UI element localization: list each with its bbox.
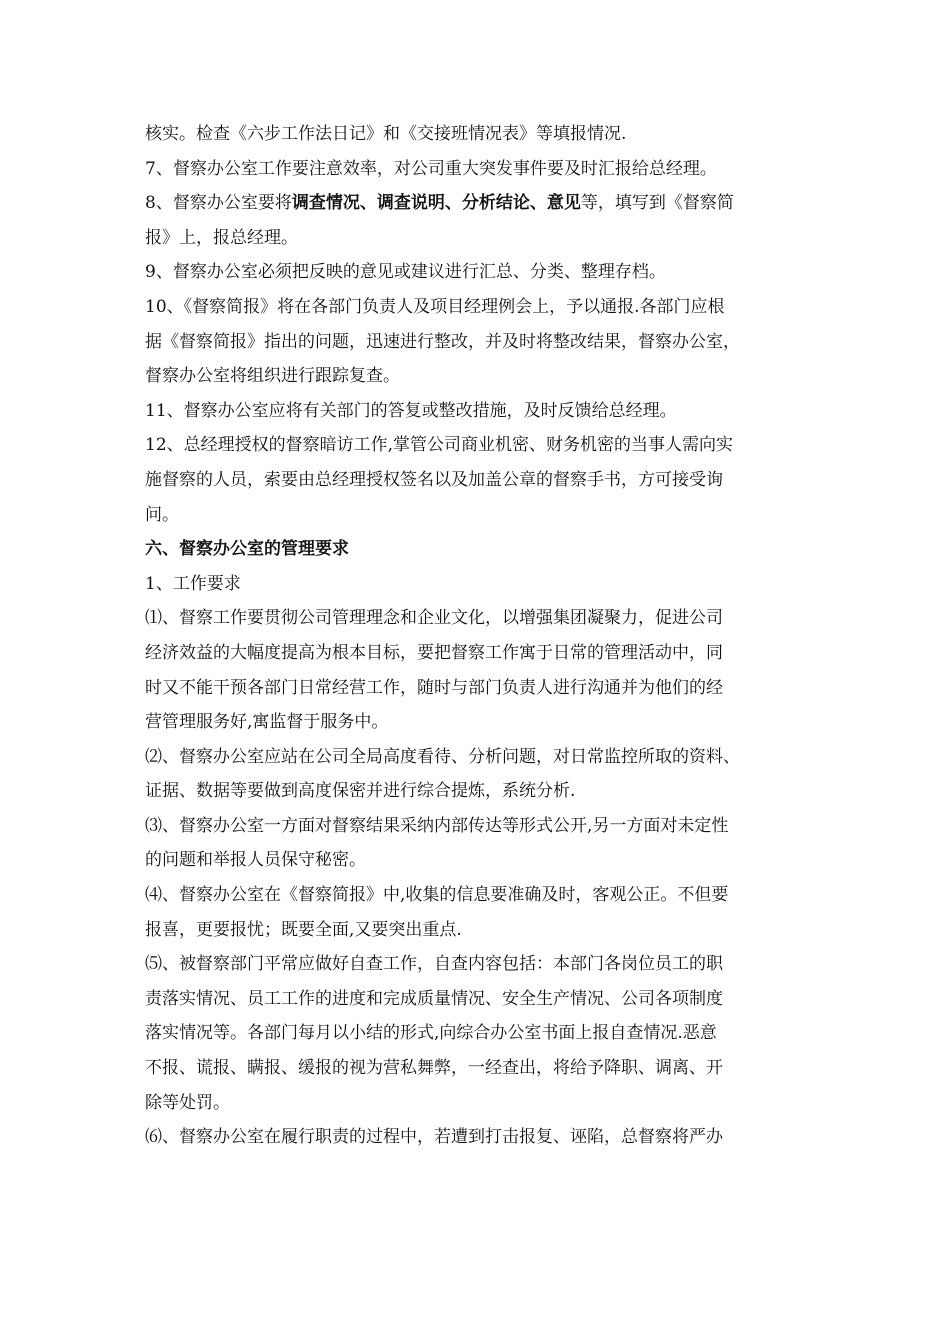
subsection-title: 1、工作要求 (145, 573, 241, 594)
text-line: 报》上，报总经理。 (145, 227, 298, 248)
text-segment: 等，填写到《督察简 (580, 193, 734, 214)
text-line: 的问题和举报人员保守秘密。 (145, 850, 366, 871)
text-line: 除等处罚。 (145, 1092, 230, 1113)
text-line: ⑴、督察工作要贯彻公司管理理念和企业文化，以增强集团凝聚力，促进公司 (145, 608, 723, 629)
text-line: ⑸、被督察部门平常应做好自查工作，自查内容包括：本部门各岗位员工的职 (145, 954, 723, 975)
text-line: 据《督察简报》指出的问题，迅速进行整改，并及时将整改结果，督察办公室， (145, 331, 740, 352)
text-segment: 8、督察办公室要将 (145, 193, 292, 214)
text-line: 12、总经理授权的督察暗访工作,掌管公司商业机密、财务机密的当事人需向实 (145, 435, 734, 456)
text-line: 10、《督察简报》将在各部门负责人及项目经理例会上，予以通报.各部门应根 (145, 296, 725, 317)
document-body (145, 117, 810, 1155)
text-line: 报喜，更要报忧；既要全面,又要突出重点. (145, 919, 462, 940)
section-heading: 六、督察办公室的管理要求 (145, 539, 349, 560)
text-line: ⑶、督察办公室一方面对督察结果采纳内部传达等形式公开,另一方面对未定性 (145, 815, 729, 836)
text-line: ⑹、督察办公室在履行职责的过程中，若遭到打击报复、诬陷，总督察将严办 (145, 1127, 723, 1148)
text-line: 核实。检查《六步工作法日记》和《交接班情况表》等填报情况. (145, 124, 627, 144)
text-line: 问。 (145, 504, 179, 525)
text-line: 7、督察办公室工作要注意效率，对公司重大突发事件要及时汇报给总经理。 (145, 158, 717, 179)
text-line-with-emphasis (145, 186, 810, 221)
text-line: ⑵、督察办公室应站在公司全局高度看待、分析问题，对日常监控所取的资料、 (145, 746, 740, 767)
text-line: 施督察的人员，索要由总经理授权签名以及加盖公章的督察手书，方可接受询 (145, 469, 723, 490)
text-line: 落实情况等。各部门每月以小结的形式,向综合办公室书面上报自查情况.恶意 (145, 1023, 717, 1044)
text-line: 证据、数据等要做到高度保密并进行综合提炼，系统分析. (145, 781, 576, 802)
text-line: 9、督察办公室必须把反映的意见或建议进行汇总、分类、整理存档。 (145, 262, 666, 283)
text-line: ⑷、督察办公室在《督察简报》中,收集的信息要准确及时，客观公正。不但要 (145, 885, 729, 906)
text-line: 不报、谎报、瞒报、缓报的视为营私舞弊，一经查出，将给予降职、调离、开 (145, 1058, 723, 1079)
text-line: 责落实情况、员工工作的进度和完成质量情况、安全生产情况、公司各项制度 (145, 988, 723, 1009)
text-line: 营管理服务好,寓监督于服务中。 (145, 712, 389, 733)
text-line: 督察办公室将组织进行跟踪复查。 (145, 366, 400, 387)
text-line: 时又不能干预各部门日常经营工作，随时与部门负责人进行沟通并为他们的经 (145, 677, 723, 698)
text-line: 11、督察办公室应将有关部门的答复或整改措施，及时反馈给总经理。 (145, 400, 677, 421)
bold-emphasis: 调查情况、调查说明、分析结论、意见 (291, 193, 581, 214)
text-line: 经济效益的大幅度提高为根本目标，要把督察工作寓于日常的管理活动中，同 (145, 642, 723, 663)
